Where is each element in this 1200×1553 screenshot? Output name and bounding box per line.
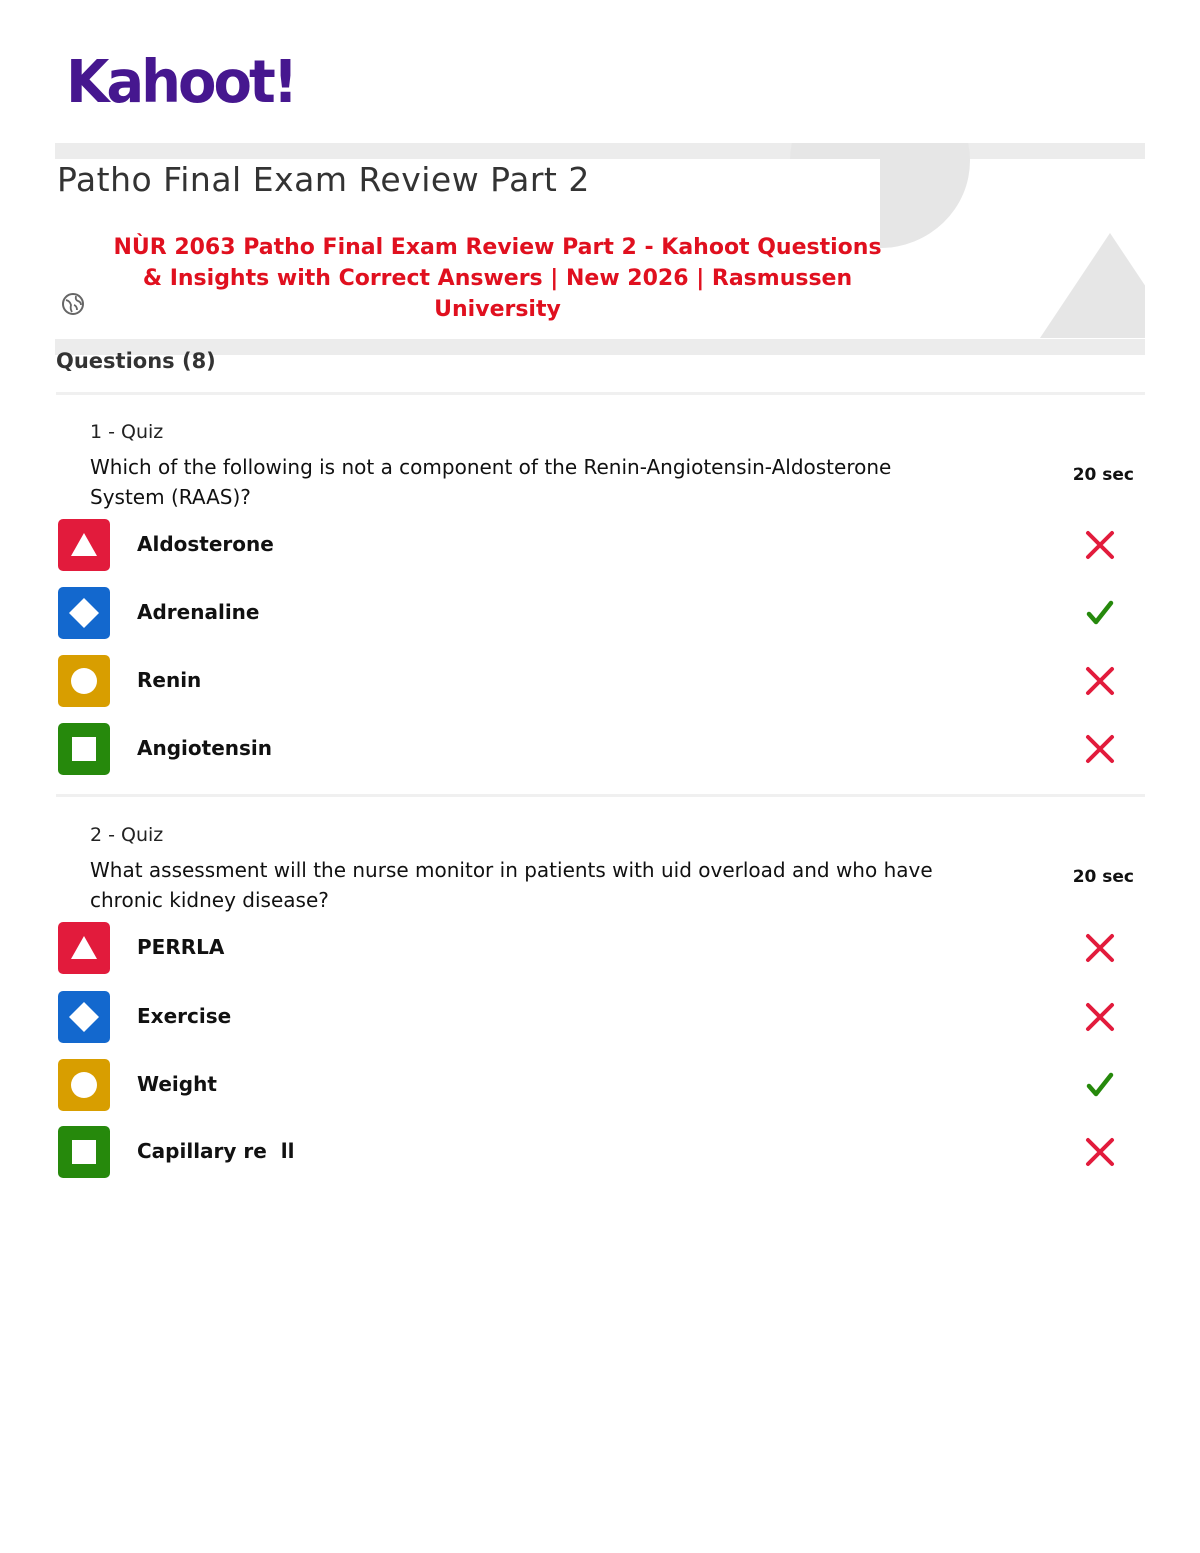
kahoot-logo: Kahoot! [66,48,296,117]
answer-shape-badge [58,655,110,707]
answer-text: PERRLA [137,935,225,959]
incorrect-cross-icon [1084,665,1116,697]
question-type-label: 1 - Quiz [90,421,164,443]
answer-shape-badge [58,922,110,974]
question-time-limit: 20 sec [1072,867,1134,887]
square-icon [70,1138,98,1166]
square-icon [70,735,98,763]
header-bottom-band [55,339,1145,355]
question-time-limit: 20 sec [1072,465,1134,485]
correct-check-icon [1084,1069,1116,1101]
diamond-icon [67,596,101,630]
questions-count: Questions (8) [56,349,216,373]
answer-option [58,655,1138,707]
answer-text: Weight [137,1072,217,1096]
kahoot-description: NÙR 2063 Patho Final Exam Review Part 2 - Kahoot Questions & Insights with Correct Answers | New 2026 | Rasmussen University [113,235,882,322]
answer-text: Angiotensin [137,736,272,760]
answer-shape-badge [58,1059,110,1111]
circle-icon [68,1069,100,1101]
decorative-triangle-shape [1040,233,1145,343]
correct-check-icon [1084,597,1116,629]
answer-shape-badge [58,723,110,775]
answer-option [58,723,1138,775]
triangle-icon [69,933,99,963]
answer-option [58,991,1138,1043]
answer-option [58,519,1138,571]
diamond-icon [67,1000,101,1034]
answer-shape-badge [58,587,110,639]
page-marker [590,0,604,5]
answer-shape-badge [58,519,110,571]
incorrect-cross-icon [1084,932,1116,964]
answer-option [58,922,1138,974]
kahoot-title: Patho Final Exam Review Part 2 [57,160,590,199]
globe-icon [61,292,85,316]
answer-text: Aldosterone [137,532,274,556]
incorrect-cross-icon [1084,733,1116,765]
answer-shape-badge [58,1126,110,1178]
answer-text: Capillary re ll [137,1139,295,1163]
triangle-icon [69,530,99,560]
question-type-label: 2 - Quiz [90,824,164,846]
incorrect-cross-icon [1084,1001,1116,1033]
answer-text: Exercise [137,1004,232,1028]
question-divider [56,392,1145,395]
answer-option [58,1126,1138,1178]
answer-option [58,1059,1138,1111]
answer-option [58,587,1138,639]
question-divider [56,794,1145,797]
incorrect-cross-icon [1084,529,1116,561]
header-top-band [55,143,1145,159]
answer-text: Adrenaline [137,600,260,624]
circle-icon [68,665,100,697]
incorrect-cross-icon [1084,1136,1116,1168]
question-text: Which of the following is not a component of the Renin-Angiotensin-Aldosterone System (RAAS)? [90,455,892,509]
question-text: What assessment will the nurse monitor in patients with uid overload and who have chronic kidney disease? [90,858,933,912]
answer-text: Renin [137,668,202,692]
answer-shape-badge [58,991,110,1043]
